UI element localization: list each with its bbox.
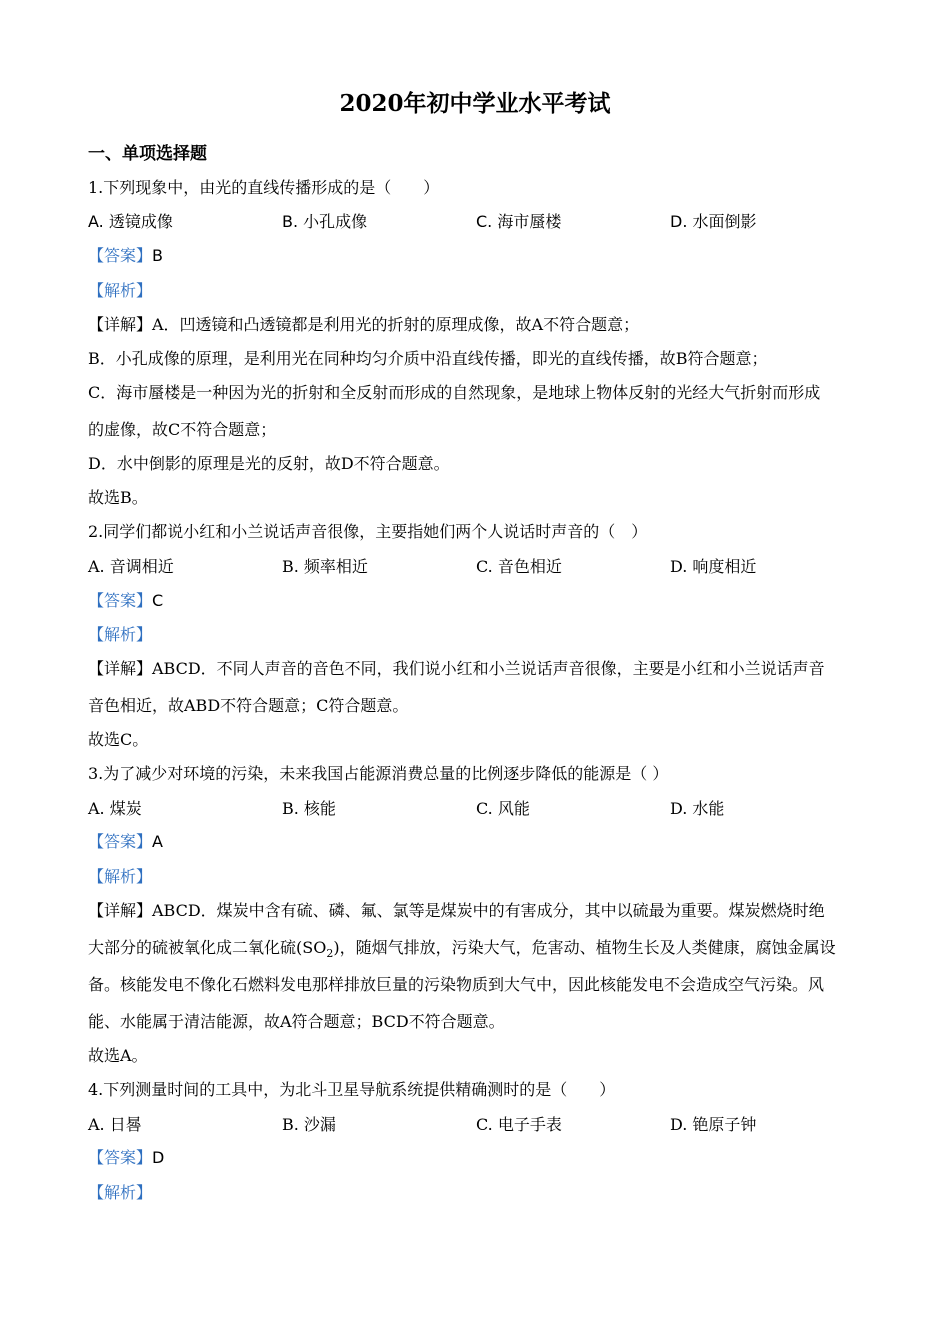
q1-analysis-tag: 【解析】 [88, 281, 153, 300]
question-2-options [88, 556, 868, 578]
q3-analysis-tag: 【解析】 [88, 867, 153, 886]
q2-option-d: D. 响度相近 [670, 557, 757, 576]
q2-option-a: A. 音调相近 [88, 557, 174, 576]
q2-analysis-tag: 【解析】 [88, 625, 153, 644]
q4-answer-value: D [152, 1148, 165, 1167]
q2-detail-line: 【详解】ABCD．不同人声音的音色不同，我们说小红和小兰说话声音很像，主要是小红和小兰说话声音 [88, 659, 825, 678]
answer-tag: 【答案】 [88, 246, 153, 265]
q3-detail-line [88, 937, 836, 965]
q3-conclusion: 故选A。 [88, 1046, 148, 1065]
question-3-stem: 3.为了减少对环境的污染，未来我国占能源消费总量的比例逐步降低的能源是（ ） [88, 764, 669, 783]
answer-tag: 【答案】 [88, 1148, 153, 1167]
answer-tag: 【答案】 [88, 591, 153, 610]
q3-option-d: D. 水能 [670, 799, 725, 818]
q3-detail-line: 【详解】ABCD．煤炭中含有硫、磷、氟、氯等是煤炭中的有害成分，其中以硫最为重要。煤炭燃烧时绝 [88, 901, 825, 920]
q2-answer-value: C [152, 591, 164, 610]
question-4-options [88, 1114, 868, 1136]
question-1-stem: 1.下列现象中，由光的直线传播形成的是（ ） [88, 178, 440, 197]
q1-option-c: C. 海市蜃楼 [476, 212, 562, 231]
q3-option-c: C. 风能 [476, 799, 530, 818]
q4-option-b: B. 沙漏 [282, 1115, 336, 1134]
q3-detail-line: 能、水能属于清洁能源，故A符合题意；BCD不符合题意。 [88, 1012, 505, 1031]
q1-option-a: A. 透镜成像 [88, 212, 173, 231]
q1-detail-line: B．小孔成像的原理，是利用光在同种均匀介质中沿直线传播，即光的直线传播，故B符合题意； [88, 349, 768, 368]
subscript-2: 2 [326, 947, 334, 961]
q1-detail-line: 的虚像，故C不符合题意； [88, 420, 277, 439]
q3-detail-line: 备。核能发电不像化石燃料发电那样排放巨量的污染物质到大气中，因此核能发电不会造成空气污染。风 [88, 975, 825, 994]
q4-option-c: C. 电子手表 [476, 1115, 562, 1134]
question-2-stem: 2.同学们都说小红和小兰说话声音很像，主要指她们两个人说话时声音的（ ） [88, 522, 648, 541]
q1-option-d: D. 水面倒影 [670, 212, 757, 231]
question-1-options [88, 211, 868, 233]
page-title: 2020年初中学业水平考试 [339, 90, 611, 117]
q3-option-a: A. 煤炭 [88, 799, 142, 818]
q1-detail-line: 【详解】A．凹透镜和凸透镜都是利用光的折射的原理成像，故A不符合题意； [88, 315, 640, 334]
q2-option-b: B. 频率相近 [282, 557, 368, 576]
q2-detail-line: 音色相近，故ABD不符合题意；C符合题意。 [88, 696, 409, 715]
q1-answer-value: B [152, 246, 163, 265]
section-heading: 一、单项选择题 [88, 144, 207, 164]
q3-option-b: B. 核能 [282, 799, 336, 818]
answer-tag: 【答案】 [88, 832, 153, 851]
q2-conclusion: 故选C。 [88, 730, 149, 749]
q1-answer-line [88, 245, 163, 267]
question-3-options [88, 798, 868, 820]
q4-option-a: A. 日晷 [88, 1115, 142, 1134]
q1-conclusion: 故选B。 [88, 488, 148, 507]
q2-answer-line [88, 590, 163, 612]
q1-option-b: B. 小孔成像 [282, 212, 368, 231]
q1-detail-line: C．海市蜃楼是一种因为光的折射和全反射而形成的自然现象，是地球上物体反射的光经大气折射而形成 [88, 383, 821, 402]
q4-option-d: D. 铯原子钟 [670, 1115, 757, 1134]
q3-detail-text: )，随烟气排放，污染大气，危害动、植物生长及人类健康，腐蚀金属设 [333, 938, 836, 957]
q3-answer-line [88, 831, 163, 853]
q1-detail-line: D．水中倒影的原理是光的反射，故D不符合题意。 [88, 454, 450, 473]
question-4-stem: 4.下列测量时间的工具中，为北斗卫星导航系统提供精确测时的是（ ） [88, 1080, 616, 1099]
q4-analysis-tag: 【解析】 [88, 1183, 153, 1202]
q2-option-c: C. 音色相近 [476, 557, 562, 576]
q3-answer-value: A [152, 832, 163, 851]
q4-answer-line [88, 1147, 164, 1169]
q3-detail-text: 大部分的硫被氧化成二氧化硫(SO [88, 938, 327, 957]
